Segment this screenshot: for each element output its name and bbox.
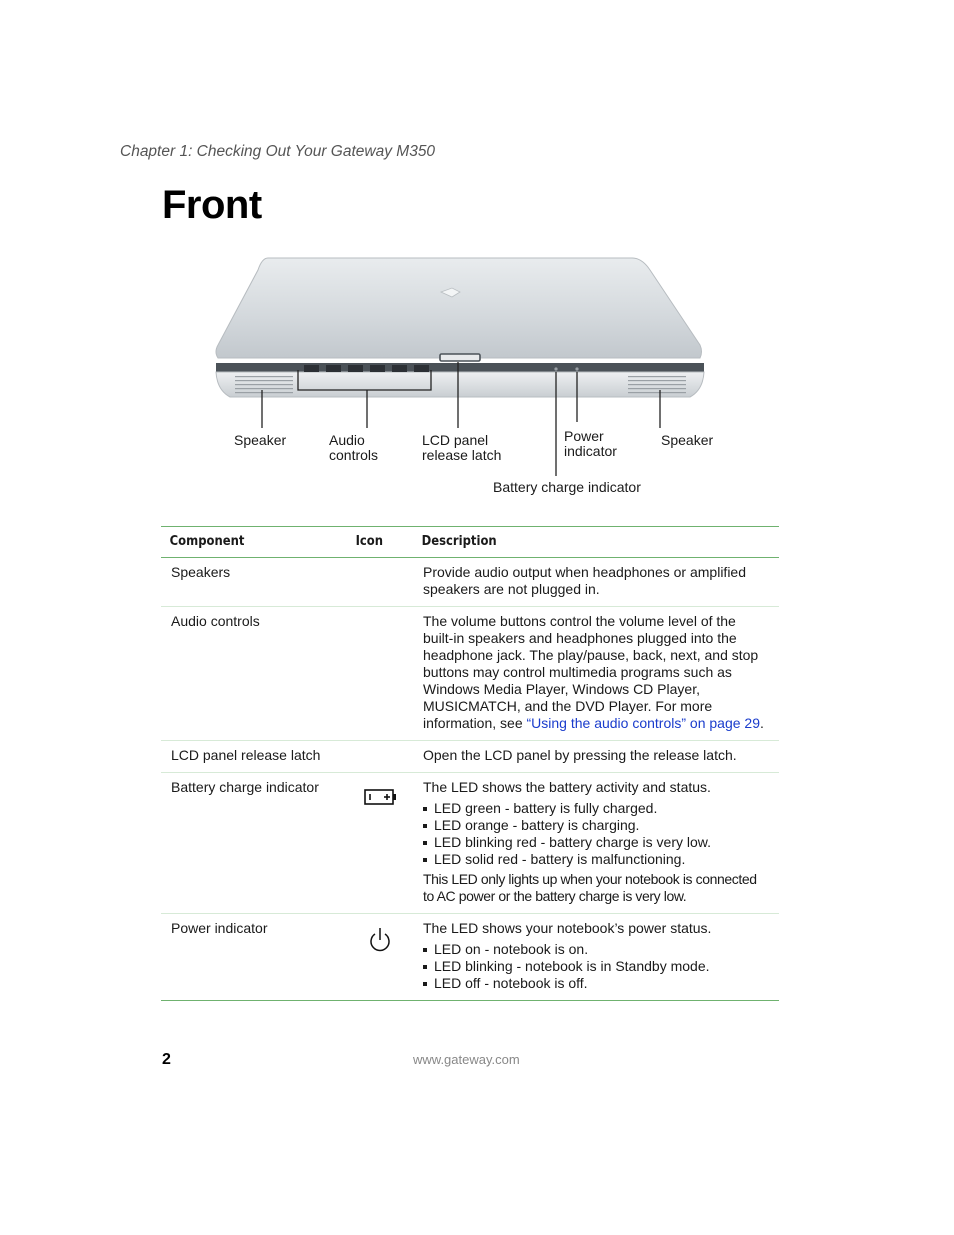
callout-lcd-latch-line2: release latch	[422, 447, 502, 463]
lcd-latch	[440, 354, 480, 361]
notebook-illustration	[200, 250, 740, 510]
power-led	[575, 367, 578, 370]
description-end: .	[759, 715, 764, 731]
cell-icon	[347, 558, 413, 607]
header-icon: Icon	[347, 527, 404, 558]
table-row-speakers	[161, 558, 779, 607]
list-item: LED solid red - battery is malfunctioning.	[423, 851, 769, 868]
callout-battery-indicator: Battery charge indicator	[493, 479, 641, 495]
cell-description: Provide audio output when headphones or amplified speakers are not plugged in.	[413, 558, 779, 607]
callout-audio-controls	[329, 433, 378, 463]
page-title: Front	[162, 183, 262, 227]
cell-icon	[347, 773, 413, 914]
callout-power-indicator-line1: Power	[564, 428, 604, 444]
table-row-lcd-latch	[161, 741, 779, 773]
power-status-list	[423, 941, 769, 992]
cell-component: Battery charge indicator	[161, 773, 347, 914]
list-item: LED green - battery is fully charged.	[423, 800, 769, 817]
running-header: Chapter 1: Checking Out Your Gateway M350	[120, 143, 436, 160]
footer-url: www.gateway.com	[413, 1052, 520, 1067]
callout-speaker-right: Speaker	[661, 432, 714, 448]
battery-note: This LED only lights up when your notebook is connected to AC power or the battery charge is very low.	[423, 871, 757, 904]
cell-component: Audio controls	[161, 607, 347, 741]
list-item: LED orange - battery is charging.	[423, 817, 769, 834]
cell-description: Open the LCD panel by pressing the release latch.	[413, 741, 779, 773]
cell-icon	[347, 741, 413, 773]
list-item: LED blinking red - battery charge is very low.	[423, 834, 769, 851]
list-item: LED blinking - notebook is in Standby mode.	[423, 958, 769, 975]
cell-component: LCD panel release latch	[161, 741, 347, 773]
cell-component: Power indicator	[161, 914, 347, 1001]
description-text: The LED shows the battery activity and status.	[423, 779, 711, 795]
power-icon	[367, 926, 393, 954]
header-description: Description	[413, 527, 728, 558]
table-row-battery-indicator	[161, 773, 779, 914]
table-header-row	[161, 527, 779, 558]
callout-audio-controls-line1: Audio	[329, 432, 365, 448]
battery-status-list	[423, 800, 769, 868]
callout-speaker-left: Speaker	[234, 432, 287, 448]
component-table	[161, 526, 779, 1001]
notebook-lid	[216, 258, 702, 358]
table-row-power-indicator	[161, 914, 779, 1001]
table-row-audio-controls	[161, 607, 779, 741]
cell-description	[413, 914, 779, 1001]
cell-description	[413, 773, 779, 914]
battery-led	[554, 367, 557, 370]
cell-description	[413, 607, 779, 741]
front-strip	[216, 363, 704, 372]
description-text: The LED shows your notebook’s power status.	[423, 920, 712, 936]
callout-lcd-latch-line1: LCD panel	[422, 432, 489, 448]
callout-power-indicator	[564, 429, 617, 459]
battery-icon	[363, 787, 397, 807]
cell-component: Speakers	[161, 558, 347, 607]
callout-audio-controls-line2: controls	[329, 447, 379, 463]
cell-icon	[347, 607, 413, 741]
page-number: 2	[162, 1051, 171, 1068]
callout-power-indicator-line2: indicator	[564, 443, 617, 459]
header-component: Component	[161, 527, 321, 558]
audio-controls-link[interactable]: “Using the audio controls” on page 29	[526, 715, 760, 731]
description-text: The volume buttons control the volume level of the built-in speakers and headphones plugged into the headphone jack. The play/pause, back, next, and stop buttons may control multimedia programs such as Windows Media Player, Windows CD Player, MUSICMATCH, and the DVD Player. For more information, see	[423, 613, 759, 731]
notebook-front-figure	[200, 250, 740, 510]
list-item: LED on - notebook is on.	[423, 941, 769, 958]
callout-lcd-latch	[422, 433, 501, 463]
list-item: LED off - notebook is off.	[423, 975, 769, 992]
cell-icon	[347, 914, 413, 1001]
